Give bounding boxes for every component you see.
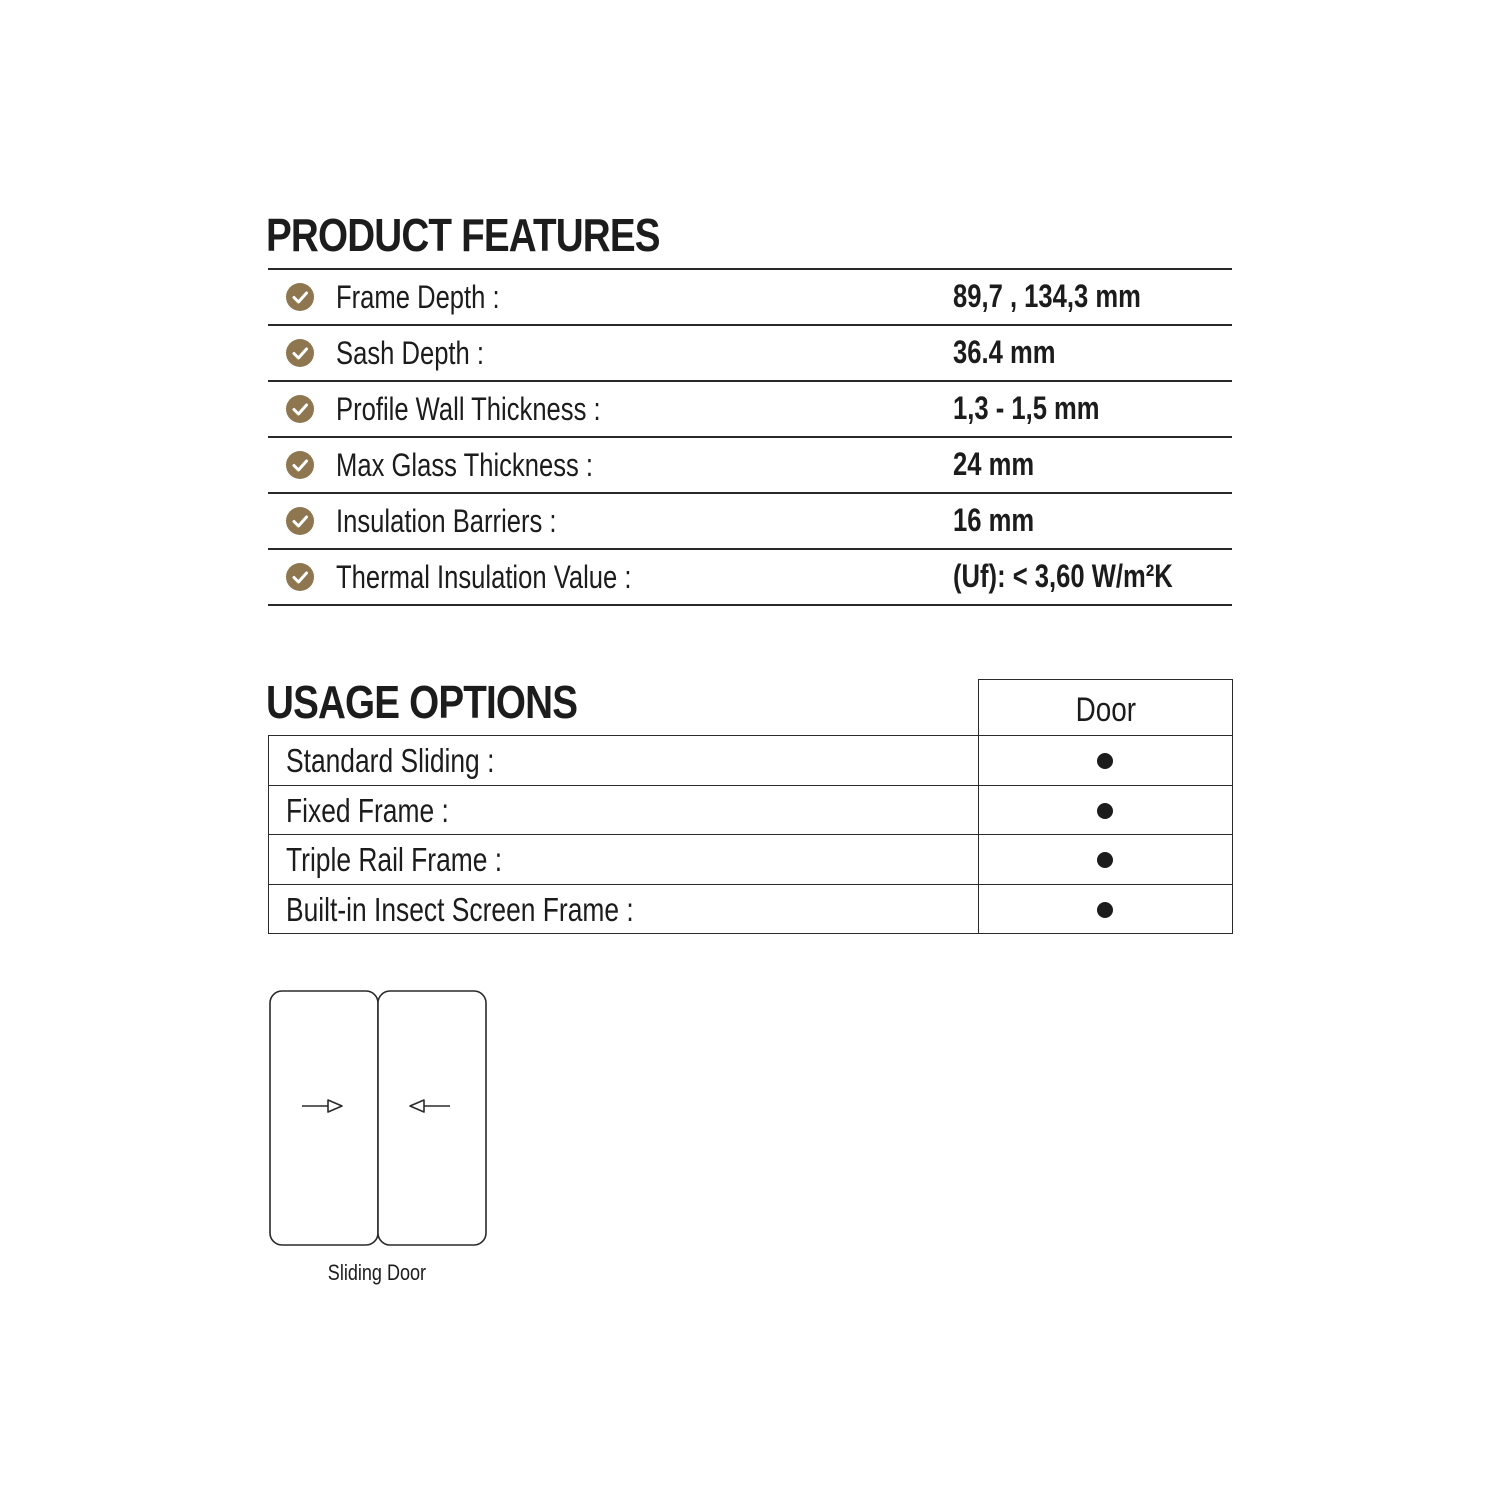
feature-label: Frame Depth : xyxy=(336,279,500,315)
door-cell xyxy=(978,885,1233,934)
feature-value: 24 mm xyxy=(953,446,1035,482)
feature-label: Insulation Barriers : xyxy=(336,503,557,539)
feature-label: Sash Depth : xyxy=(336,335,484,371)
feature-row xyxy=(268,326,1232,382)
available-dot-icon xyxy=(1097,803,1113,819)
check-circle-icon xyxy=(286,507,314,535)
left-door-panel xyxy=(270,991,378,1245)
usage-row xyxy=(269,786,1232,836)
usage-row xyxy=(269,835,1232,885)
feature-value: 36.4 mm xyxy=(953,334,1056,370)
check-circle-icon xyxy=(286,339,314,367)
usage-options-title: USAGE OPTIONS xyxy=(266,676,578,728)
usage-row xyxy=(269,885,1232,935)
usage-options-table xyxy=(268,735,1233,934)
feature-label: Profile Wall Thickness : xyxy=(336,391,601,427)
feature-row xyxy=(268,494,1232,550)
feature-value: 1,3 - 1,5 mm xyxy=(953,390,1100,426)
feature-row xyxy=(268,270,1232,326)
diagram-caption-text: Sliding Door xyxy=(327,1260,427,1285)
check-circle-icon xyxy=(286,451,314,479)
check-circle-icon xyxy=(286,283,314,311)
usage-label: Built-in Insect Screen Frame : xyxy=(286,890,634,928)
available-dot-icon xyxy=(1097,902,1113,918)
right-door-panel xyxy=(378,991,486,1245)
product-features-title: PRODUCT FEATURES xyxy=(266,209,660,261)
door-cell xyxy=(978,786,1233,835)
feature-value: 89,7 , 134,3 mm xyxy=(953,278,1141,314)
check-circle-icon xyxy=(286,563,314,591)
feature-value: (Uf): < 3,60 W/m²K xyxy=(953,558,1173,594)
sliding-door-diagram xyxy=(266,988,490,1250)
usage-label: Fixed Frame : xyxy=(286,791,449,829)
usage-label: Standard Sliding : xyxy=(286,742,495,779)
check-circle-icon xyxy=(286,395,314,423)
usage-row xyxy=(269,736,1232,786)
door-cell xyxy=(978,736,1233,785)
feature-row xyxy=(268,438,1232,494)
feature-label: Thermal Insulation Value : xyxy=(336,559,632,595)
door-column-header-label: Door xyxy=(1075,691,1136,729)
door-column-header xyxy=(978,679,1233,736)
product-features-table xyxy=(268,268,1232,606)
diagram-caption xyxy=(266,1260,488,1286)
feature-row xyxy=(268,550,1232,606)
feature-value: 16 mm xyxy=(953,502,1035,538)
available-dot-icon xyxy=(1097,852,1113,868)
door-cell xyxy=(978,835,1233,884)
usage-label: Triple Rail Frame : xyxy=(286,841,503,878)
feature-row xyxy=(268,382,1232,438)
feature-label: Max Glass Thickness : xyxy=(336,447,594,483)
available-dot-icon xyxy=(1097,753,1113,769)
